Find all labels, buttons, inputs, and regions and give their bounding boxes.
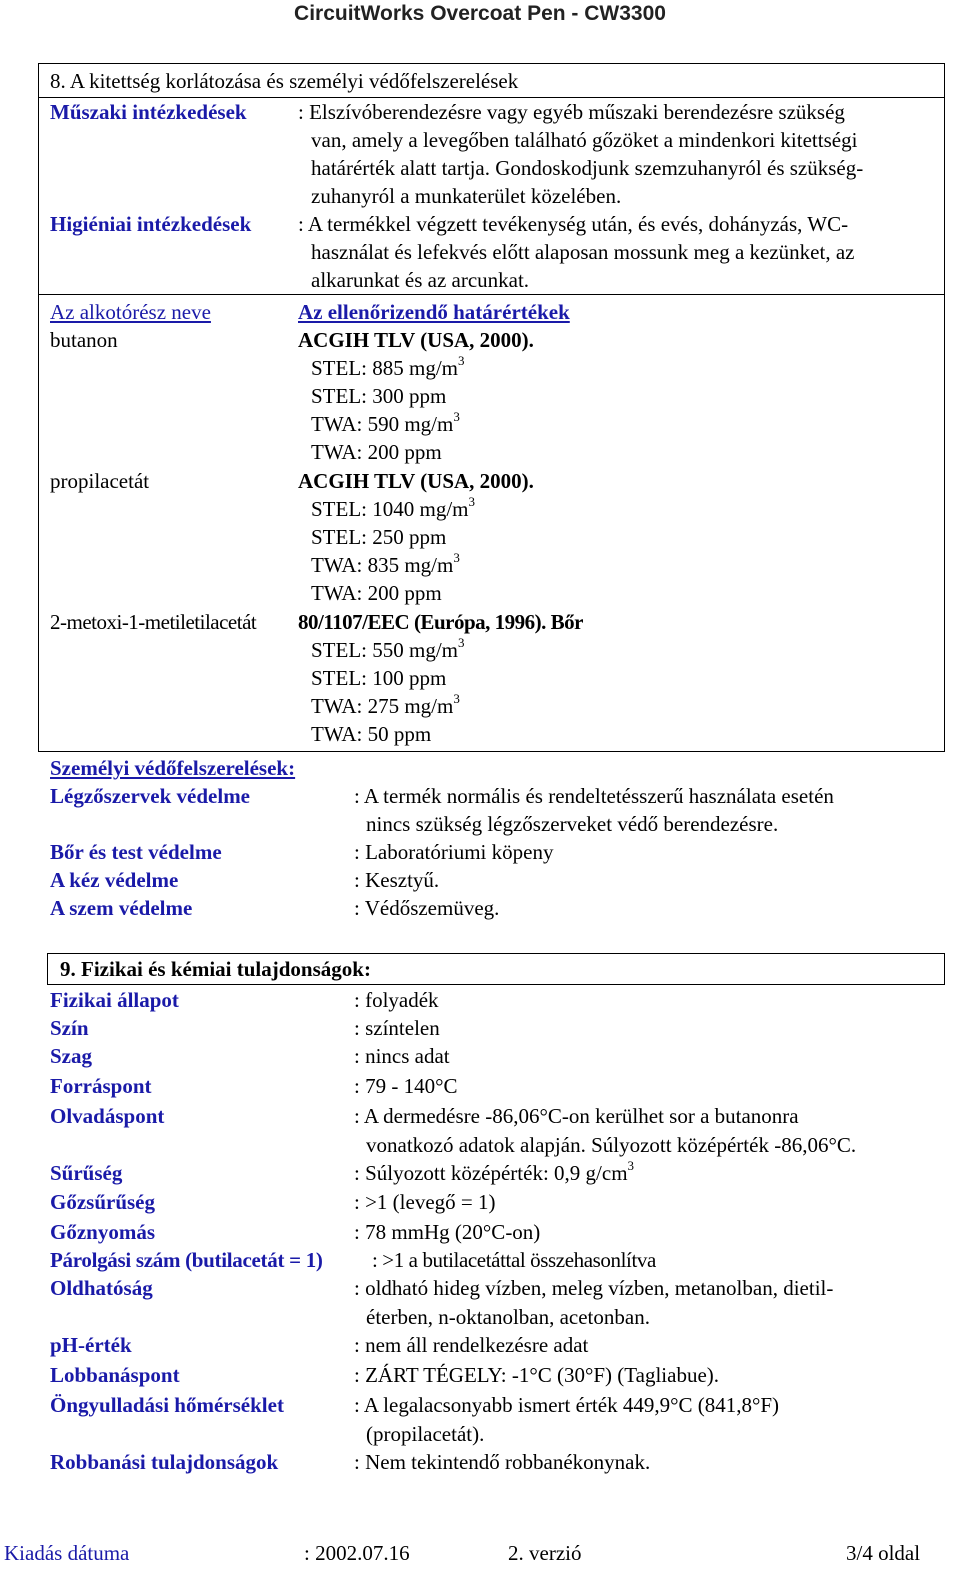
prop-label: Gőzsűrűség xyxy=(50,1190,155,1214)
superscript: 3 xyxy=(468,494,475,509)
prop-label: Lobbanáspont xyxy=(50,1363,180,1387)
tech-measures-line-4: zuhanyról a munkaterület közelében. xyxy=(311,184,622,208)
limit-value xyxy=(311,636,465,664)
prop-value: : 78 mmHg (20°C-on) xyxy=(354,1220,541,1244)
standard-text: 80/1107/EEC (Európa, 1996). xyxy=(298,610,546,634)
prop-label: Forráspont xyxy=(50,1074,152,1098)
component-standard xyxy=(298,608,583,636)
tech-measures-line-1: : Elszívóberendezésre vagy egyéb műszaki berendezésre szükség xyxy=(298,100,845,124)
ppe-value: : A termék normális és rendeltetésszerű használata esetén xyxy=(354,784,834,808)
component-name: 2-metoxi-1-metiletilacetát xyxy=(50,610,257,634)
prop-value: : A legalacsonyabb ismert érték 449,9°C (841,8°F) xyxy=(354,1393,780,1417)
prop-label: Robbanási tulajdonságok xyxy=(50,1450,279,1474)
limit-value: STEL: 100 ppm xyxy=(311,666,447,690)
prop-label: Olvadáspont xyxy=(50,1104,165,1128)
hygiene-measures-line-1: : A termékkel végzett tevékenység után, és evés, dohányzás, WC- xyxy=(298,212,849,236)
superscript: 3 xyxy=(453,409,460,424)
prop-label: Szag xyxy=(50,1044,92,1068)
superscript: 3 xyxy=(453,691,460,706)
component-standard: ACGIH TLV (USA, 2000). xyxy=(298,328,534,352)
tech-measures-line-3: határérték alatt tartja. Gondoskodjunk szemzuhanyról és szükség- xyxy=(311,156,864,180)
limit-value-text: STEL: 885 mg/m xyxy=(311,356,458,380)
hygiene-measures-line-2: használat és lefekvés előtt alaposan mossunk meg a kezünket, az xyxy=(311,240,855,264)
ppe-label: A szem védelme xyxy=(50,896,193,920)
limit-value xyxy=(311,354,465,382)
prop-value: vonatkozó adatok alapján. Súlyozott középérték -86,06°C. xyxy=(366,1133,857,1157)
prop-value: : >1 (levegő = 1) xyxy=(354,1190,496,1214)
prop-value: : oldható hideg vízben, meleg vízben, metanolban, dietil- xyxy=(354,1276,834,1300)
superscript: 3 xyxy=(453,550,460,565)
limit-value: TWA: 200 ppm xyxy=(311,440,442,464)
limit-value xyxy=(311,551,460,579)
component-name-header: Az alkotórész neve xyxy=(50,300,211,324)
footer-page-number: 3/4 oldal xyxy=(846,1541,921,1565)
ppe-title: Személyi védőfelszerelések: xyxy=(50,756,296,780)
limit-value: STEL: 250 ppm xyxy=(311,525,447,549)
prop-value: : A dermedésre -86,06°C-on kerülhet sor a butanonra xyxy=(354,1104,799,1128)
prop-value: éterben, n-oktanolban, acetonban. xyxy=(366,1305,650,1329)
prop-value: : Nem tekintendő robbanékonynak. xyxy=(354,1450,651,1474)
prop-value xyxy=(354,1159,634,1187)
ppe-value: : Védőszemüveg. xyxy=(354,896,500,920)
superscript: 3 xyxy=(458,635,465,650)
tech-measures-line-2: van, amely a levegőben található gőzöket a mindenkori kitettségi xyxy=(311,128,858,152)
prop-value: : >1 a butilacetáttal összehasonlítva xyxy=(372,1248,656,1272)
limit-value: TWA: 200 ppm xyxy=(311,581,442,605)
limit-value: TWA: 50 ppm xyxy=(311,722,432,746)
standard-suffix: Bőr xyxy=(545,610,583,634)
prop-label: Sűrűség xyxy=(50,1161,123,1185)
ppe-label: Légzőszervek védelme xyxy=(50,784,251,808)
hygiene-measures-line-3: alkarunkat és az arcunkat. xyxy=(311,268,530,292)
hygiene-measures-label: Higiéniai intézkedések xyxy=(50,212,252,236)
superscript: 3 xyxy=(458,353,465,368)
prop-value: : 79 - 140°C xyxy=(354,1074,458,1098)
prop-label: Párolgási szám (butilacetát = 1) xyxy=(50,1248,323,1272)
limit-value xyxy=(311,495,475,523)
ppe-value: : Laboratóriumi köpeny xyxy=(354,840,554,864)
ppe-value: nincs szükség légzőszerveket védő berendezésre. xyxy=(366,812,779,836)
limit-value-text: TWA: 275 mg/m xyxy=(311,694,454,718)
component-name: propilacetát xyxy=(50,469,150,493)
prop-label: Szín xyxy=(50,1016,89,1040)
prop-value: : nincs adat xyxy=(354,1044,450,1068)
ppe-label: Bőr és test védelme xyxy=(50,840,222,864)
prop-value: : színtelen xyxy=(354,1016,440,1040)
prop-value: : nem áll rendelkezésre adat xyxy=(354,1333,589,1357)
prop-label: Fizikai állapot xyxy=(50,988,179,1012)
prop-label: Öngyulladási hőmérséklet xyxy=(50,1393,284,1417)
prop-value: : ZÁRT TÉGELY: -1°C (30°F) (Tagliabue). xyxy=(354,1363,720,1387)
prop-label: Oldhatóság xyxy=(50,1276,153,1300)
component-name: butanon xyxy=(50,328,118,352)
prop-label: Gőznyomás xyxy=(50,1220,155,1244)
footer-issue-date-label: Kiadás dátuma xyxy=(4,1541,130,1565)
superscript: 3 xyxy=(627,1158,635,1173)
document-header-title: CircuitWorks Overcoat Pen - CW3300 xyxy=(294,2,666,25)
prop-value-text: : Súlyozott középérték: 0,9 g/cm xyxy=(354,1161,628,1185)
footer-version: 2. verzió xyxy=(508,1541,582,1565)
prop-value: : folyadék xyxy=(354,988,439,1012)
component-standard: ACGIH TLV (USA, 2000). xyxy=(298,469,534,493)
limit-value-text: TWA: 590 mg/m xyxy=(311,412,454,436)
limit-value xyxy=(311,410,460,438)
limit-value: STEL: 300 ppm xyxy=(311,384,447,408)
section-9-title: 9. Fizikai és kémiai tulajdonságok: xyxy=(60,957,371,981)
limit-value-text: STEL: 550 mg/m xyxy=(311,638,458,662)
ppe-label: A kéz védelme xyxy=(50,868,179,892)
prop-value: (propilacetát). xyxy=(366,1422,485,1446)
footer-issue-date: : 2002.07.16 xyxy=(304,1541,410,1565)
tech-measures-label: Műszaki intézkedések xyxy=(50,100,247,124)
limit-value xyxy=(311,692,460,720)
ppe-value: : Kesztyű. xyxy=(354,868,440,892)
limit-value-text: TWA: 835 mg/m xyxy=(311,553,454,577)
limits-table-divider xyxy=(38,294,945,295)
limit-values-header: Az ellenőrizendő határértékek xyxy=(298,300,570,324)
limit-value-text: STEL: 1040 mg/m xyxy=(311,497,469,521)
section-8-title: 8. A kitettség korlátozása és személyi védőfelszerelések xyxy=(50,69,519,93)
prop-label: pH-érték xyxy=(50,1333,132,1357)
